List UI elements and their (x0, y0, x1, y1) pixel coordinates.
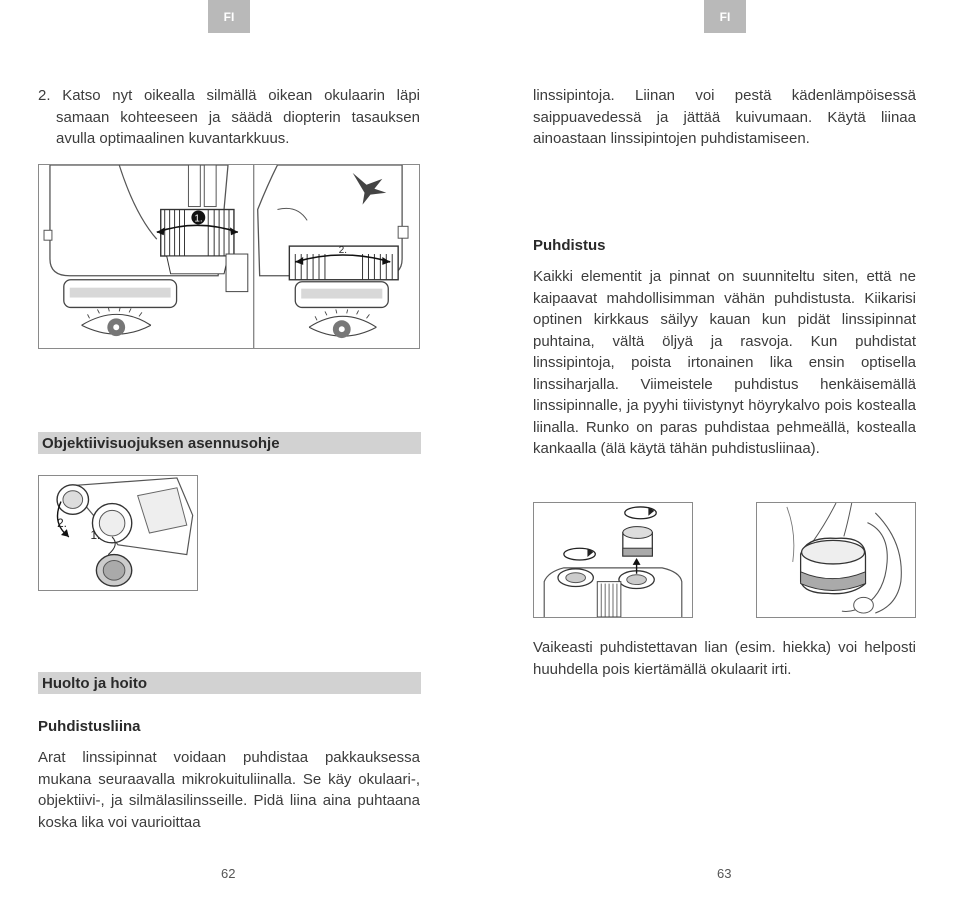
section-header-lens-cap: Objektiivisuojuksen asennusohje (38, 432, 421, 454)
diopter-adjustment-figure (38, 164, 420, 349)
step-2-text: 2. Katso nyt oikealla silmällä oikean okulaarin läpi samaan kohteeseen ja säädä diopterin tasauksen avulla optimaalinen kuvantarkkuus. (38, 87, 420, 147)
lens-cap-figure (38, 475, 198, 591)
step-2-marker: 2. (338, 245, 348, 257)
subheading-cleaning: Puhdistus (533, 237, 606, 254)
page-number-left: 62 (221, 866, 236, 881)
language-tab-left: FI (208, 0, 250, 33)
page-number-right: 63 (717, 866, 732, 881)
subheading-cleaning-cloth: Puhdistusliina (38, 718, 141, 735)
step-1-marker: 1. (194, 213, 203, 225)
cleaning-cloth-text-continued: linssipintoja. Liinan voi pestä kädenlämpöisessä saippuavedessä ja jättää kuivumaan. Käytä liinaa ainoastaan linssipintojen puhdistamiseen. (533, 87, 916, 147)
cap-step-2-label: 2. (57, 517, 67, 531)
eyepiece-removal-figure (533, 502, 693, 618)
eyepiece-rinse-illustration (757, 503, 915, 617)
eyepiece-rinse-figure (756, 502, 916, 618)
eyepiece-rinse-text: Vaikeasti puhdistettavan lian (esim. hiekka) voi helposti huuhdella pois kiertämällä okulaarit irti. (533, 639, 916, 678)
cleaning-cloth-text: Arat linssipinnat voidaan puhdistaa pakkauksessa mukana seuraavalla mikrokuituliinalla. Se käy okulaari-, objektiivi-, ja silmälasilinsseille. Pidä liina aina puhtaana koska lika voi vaurioittaa (38, 749, 420, 831)
eyepiece-removal-illustration (534, 503, 692, 617)
cleaning-text: Kaikki elementit ja pinnat on suunniteltu siten, että ne kaipaavat mahdollisimman vähän puhdistusta. Kiikarisi optinen kirkkaus säilyy kauan kun pidät linssipinnat puhtaina, vältä öljyä ja rasvoja. Kun puhdistat linssipintoja, poista irtonainen lika ensin optisella linssiharjalla. Viimeistele puhdistus henkäisemällä linssipinnalle, ja pyyhi tiivistynyt höyrykalvo pois kostealla liinalla. Runko on paras puhdistaa pehmeällä, kostealla kankaalla (älä käytä tähän puhdistusliinaa). (533, 268, 916, 457)
diopter-illustration (39, 165, 419, 348)
cap-step-1-label: 1. (90, 528, 101, 542)
language-tab-right: FI (704, 0, 746, 33)
section-header-care: Huolto ja hoito (38, 672, 421, 694)
lens-cap-illustration (39, 476, 197, 590)
